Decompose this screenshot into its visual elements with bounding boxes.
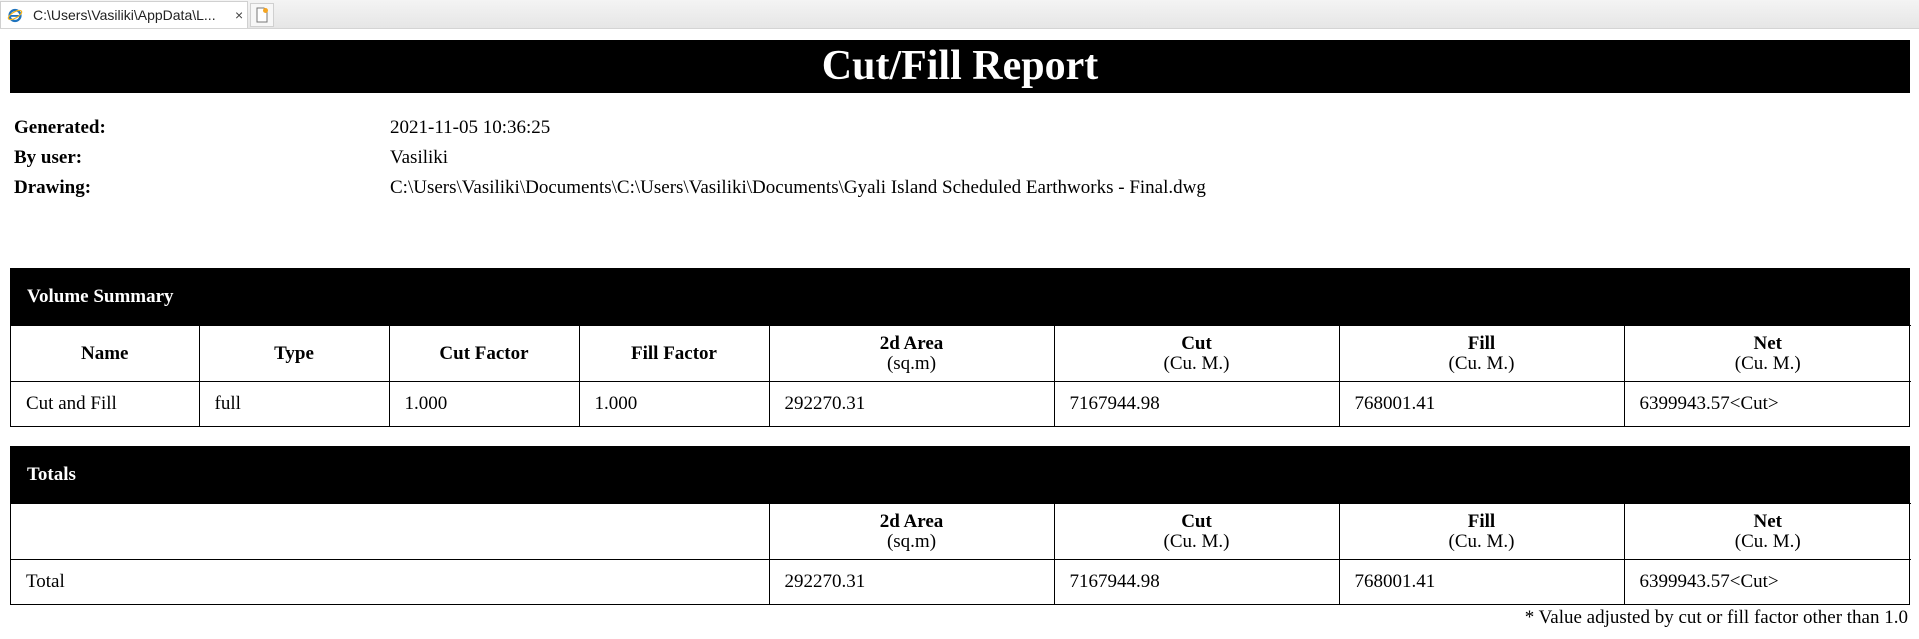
cut-header-label: Cut (1181, 510, 1212, 532)
cell-cut: 7167944.98 (1054, 382, 1339, 426)
column-header-blank (11, 504, 769, 560)
fill-header-unit: (Cu. M.) (1448, 352, 1515, 374)
cut-header-unit: (Cu. M.) (1163, 530, 1230, 552)
footnote: * Value adjusted by cut or fill factor other than 1.0 (1524, 607, 1908, 628)
cell-fill-factor: 1.000 (579, 382, 769, 426)
cut-header-unit: (Cu. M.) (1163, 352, 1230, 374)
new-tab-icon (255, 7, 269, 23)
cut-fill-report (10, 40, 1910, 592)
column-header-cut (1054, 326, 1339, 382)
browser-tab-label: C:\Users\Vasiliki\AppData\L... (33, 7, 216, 23)
area-header-unit: (sq.m) (886, 352, 937, 374)
cell-area: 292270.31 (769, 382, 1054, 426)
column-header-area (769, 326, 1054, 382)
net-header-label: Net (1753, 510, 1782, 532)
cell-net: 6399943.57<Cut> (1624, 382, 1911, 426)
column-header-fill (1339, 326, 1624, 382)
report-title: Cut/Fill Report (10, 40, 1910, 93)
close-icon[interactable]: × (235, 7, 244, 23)
internet-explorer-icon (7, 7, 23, 23)
column-header-cut-factor: Cut Factor (389, 326, 579, 382)
column-header-fill-factor: Fill Factor (579, 326, 769, 382)
fill-header-unit: (Cu. M.) (1448, 530, 1515, 552)
column-header-net (1624, 504, 1911, 560)
new-tab-button[interactable] (250, 3, 274, 27)
table-header-row (11, 326, 1911, 382)
table-row (11, 382, 1911, 426)
net-header-unit: (Cu. M.) (1734, 352, 1801, 374)
browser-tab-strip (0, 0, 1919, 29)
volume-summary-header: Volume Summary (11, 269, 1909, 325)
net-header-unit: (Cu. M.) (1734, 530, 1801, 552)
cell-type: full (199, 382, 389, 426)
user-label: By user: (14, 147, 83, 168)
cell-fill: 768001.41 (1339, 382, 1624, 426)
meta-row-user (10, 143, 1910, 173)
totals-header: Totals (11, 447, 1909, 503)
area-header-label: 2d Area (879, 510, 944, 532)
column-header-cut (1054, 504, 1339, 560)
user-value: Vasiliki (390, 147, 449, 168)
column-header-area (769, 504, 1054, 560)
column-header-net (1624, 326, 1911, 382)
area-header-label: 2d Area (879, 332, 944, 354)
fill-header-label: Fill (1467, 510, 1496, 532)
meta-row-generated (10, 113, 1910, 143)
drawing-label: Drawing: (14, 177, 92, 198)
table-header-row (11, 504, 1911, 560)
generated-value: 2021-11-05 10:36:25 (390, 117, 551, 138)
cut-header-label: Cut (1181, 332, 1212, 354)
column-header-type: Type (199, 326, 389, 382)
browser-tab[interactable] (0, 1, 248, 28)
volume-summary-section (10, 268, 1910, 427)
cell-net: 6399943.57<Cut> (1624, 560, 1911, 604)
table-row (11, 560, 1911, 604)
cell-cut: 7167944.98 (1054, 560, 1339, 604)
drawing-value: C:\Users\Vasiliki\Documents\C:\Users\Vasiliki\Documents\Gyali Island Scheduled Earthworks - Final.dwg (390, 177, 1206, 198)
fill-header-label: Fill (1467, 332, 1496, 354)
cell-name: Cut and Fill (11, 382, 199, 426)
generated-label: Generated: (14, 117, 106, 138)
area-header-unit: (sq.m) (886, 530, 937, 552)
net-header-label: Net (1753, 332, 1782, 354)
cell-area: 292270.31 (769, 560, 1054, 604)
cell-total-label: Total (11, 560, 769, 604)
totals-table (11, 503, 1911, 604)
cell-fill: 768001.41 (1339, 560, 1624, 604)
meta-row-drawing (10, 173, 1910, 203)
volume-summary-table (11, 325, 1911, 426)
column-header-fill (1339, 504, 1624, 560)
cell-cut-factor: 1.000 (389, 382, 579, 426)
report-metadata (10, 113, 1910, 203)
totals-section (10, 446, 1910, 605)
column-header-name: Name (11, 326, 199, 382)
